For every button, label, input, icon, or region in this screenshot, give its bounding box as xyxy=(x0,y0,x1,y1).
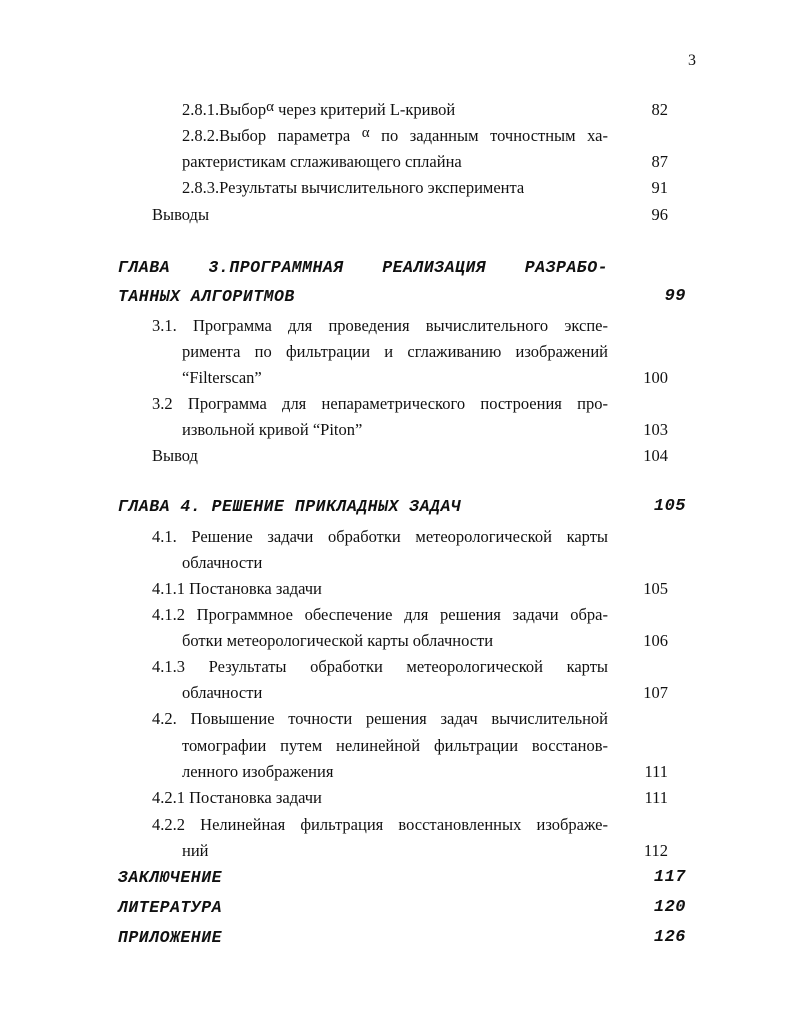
toc-entry-text: “Filterscan” xyxy=(182,368,262,387)
toc-entry-text: ЗАКЛЮЧЕНИЕ xyxy=(118,868,223,887)
toc-entry-text: ботки метеорологической карты облачности xyxy=(182,631,494,650)
toc-entry-text: 4.2.2 Нелинейная фильтрация восстановленных изображе- xyxy=(152,815,608,834)
toc-entry-page: 106 xyxy=(643,631,668,650)
toc-entry-text: облачности xyxy=(182,553,263,572)
toc-entry xyxy=(0,629,799,653)
toc-entry xyxy=(0,760,799,784)
toc-entry xyxy=(0,98,799,122)
toc-entry xyxy=(0,314,799,338)
toc-entry-text: 4.2.1 Постановка задачи xyxy=(152,788,322,807)
toc-entry-text: Выводы xyxy=(152,205,210,224)
toc-entry xyxy=(0,444,799,468)
toc-entry-page: 126 xyxy=(653,928,686,947)
toc-entry xyxy=(0,577,799,601)
toc-entry-text: римента по фильтрации и сглаживанию изображений xyxy=(182,342,608,361)
toc-entry-text: 3.2 Программа для непараметрического построения про- xyxy=(152,394,608,413)
toc-entry xyxy=(0,786,799,810)
toc-entry xyxy=(0,525,799,549)
chapter-heading xyxy=(0,256,799,280)
toc-entry-text: 4.1. Решение задачи обработки метеорологической карты xyxy=(152,527,608,546)
toc-entry-text: извольной кривой “Piton” xyxy=(182,420,363,439)
toc-entry-text: ленного изображения xyxy=(182,762,334,781)
toc-entry-text: ГЛАВА 3.ПРОГРАММНАЯ РЕАЛИЗАЦИЯ РАЗРАБО- xyxy=(118,258,608,277)
toc-entry-page: 111 xyxy=(644,762,668,781)
toc-entry-text: томографии путем нелинейной фильтрации восстанов- xyxy=(182,736,608,755)
toc-entry xyxy=(0,340,799,364)
toc-entry-page: 87 xyxy=(651,152,668,171)
toc-entry-page: 107 xyxy=(643,683,668,702)
toc-entry-page: 104 xyxy=(643,446,668,465)
toc-entry-text: 2.8.3.Результаты вычислительного эксперимента xyxy=(182,178,525,197)
toc-entry xyxy=(0,366,799,390)
toc-entry-text: облачности xyxy=(182,683,263,702)
toc-entry xyxy=(0,392,799,416)
toc-entry-text: 3.1. Программа для проведения вычислительного экспе- xyxy=(152,316,608,335)
toc-entry-page: 111 xyxy=(644,788,668,807)
toc-entry xyxy=(0,124,799,148)
toc-entry-text: 4.2. Повышение точности решения задач вычислительной xyxy=(152,709,608,728)
chapter-heading xyxy=(0,896,799,920)
toc-entry xyxy=(0,418,799,442)
toc-entry xyxy=(0,603,799,627)
toc-entry-text: ГЛАВА 4. РЕШЕНИЕ ПРИКЛАДНЫХ ЗАДАЧ xyxy=(118,497,462,516)
toc-entry xyxy=(0,150,799,174)
toc-entry-page: 105 xyxy=(653,497,686,516)
toc-entry xyxy=(0,655,799,679)
toc-entry xyxy=(0,707,799,731)
toc-entry-text: 4.1.2 Программное обеспечение для решения задачи обра- xyxy=(152,605,608,624)
toc-entry-text: 2.8.2.Выбор параметра α по заданным точностным ха- xyxy=(182,125,608,145)
chapter-heading xyxy=(0,926,799,950)
toc-entry-page: 120 xyxy=(653,898,686,917)
toc-entry-text: ТАННЫХ АЛГОРИТМОВ xyxy=(118,287,295,306)
toc-entry-text: 4.1.3 Результаты обработки метеорологической карты xyxy=(152,657,608,676)
toc-entry-text: 4.1.1 Постановка задачи xyxy=(152,579,322,598)
chapter-heading xyxy=(0,495,799,519)
toc-entry-page: 99 xyxy=(664,287,686,306)
chapter-heading xyxy=(0,866,799,890)
toc-entry xyxy=(0,839,799,863)
toc-entry xyxy=(0,813,799,837)
toc-entry xyxy=(0,203,799,227)
toc-entry xyxy=(0,734,799,758)
toc-entry-page: 105 xyxy=(643,579,668,598)
toc-entry-text: рактеристикам сглаживающего сплайна xyxy=(182,152,462,171)
toc-entry-page: 100 xyxy=(643,368,668,387)
toc-entry-page: 103 xyxy=(643,420,668,439)
toc-entry xyxy=(0,681,799,705)
toc-entry-page: 91 xyxy=(651,178,668,197)
toc-entry-page: 117 xyxy=(653,868,686,887)
toc-entry-text: ЛИТЕРАТУРА xyxy=(118,898,223,917)
toc-entry-page: 112 xyxy=(643,841,668,860)
toc-entry xyxy=(0,551,799,575)
toc-entry-text: ний xyxy=(182,841,209,860)
toc-entry-page: 82 xyxy=(651,100,668,119)
toc-entry xyxy=(0,176,799,200)
toc-entry-text: 2.8.1.Выборα через критерий L-кривой xyxy=(182,99,456,119)
page-number: 3 xyxy=(688,52,696,69)
chapter-heading xyxy=(0,285,799,309)
toc-entry-page: 96 xyxy=(651,205,668,224)
toc-entry-text: ПРИЛОЖЕНИЕ xyxy=(118,928,223,947)
toc-entry-text: Вывод xyxy=(152,446,198,465)
